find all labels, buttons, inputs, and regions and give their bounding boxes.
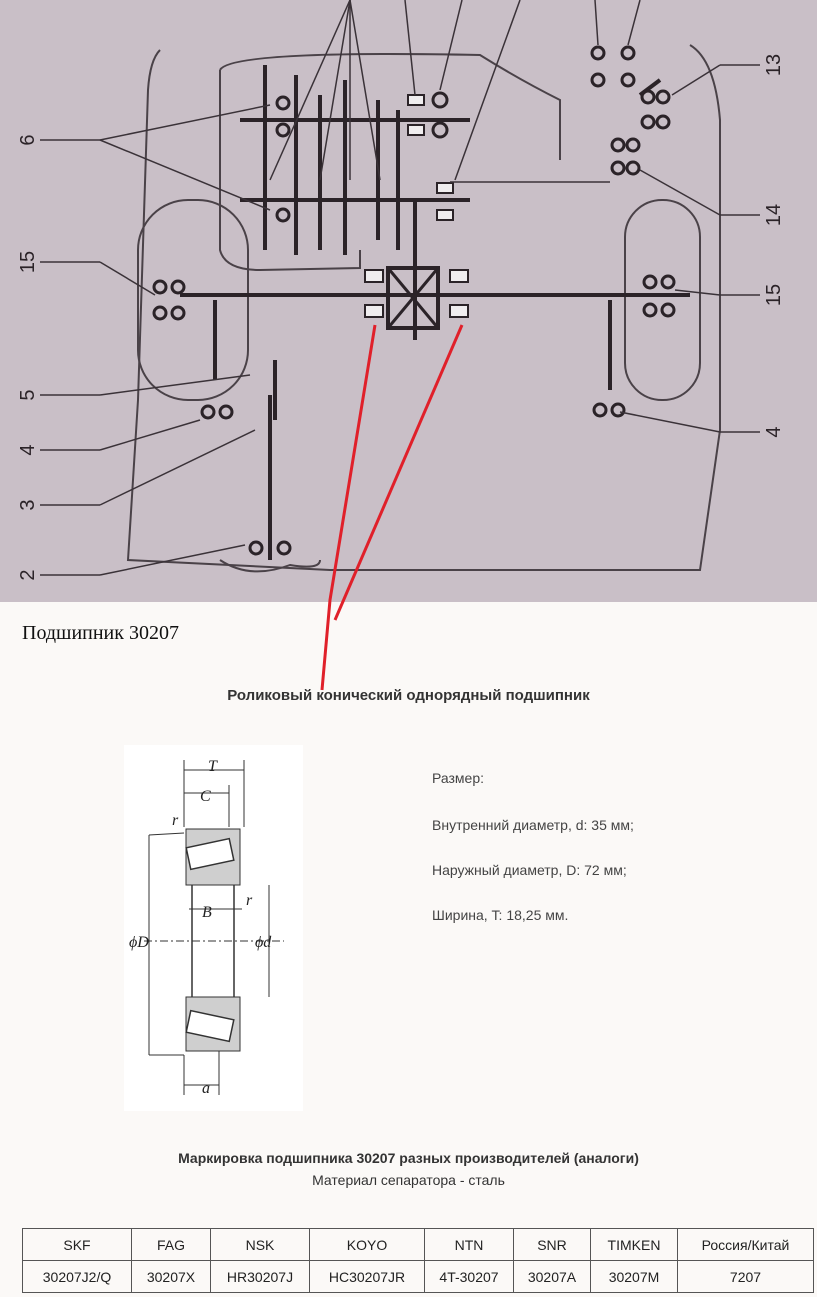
- analog-table: [22, 1228, 814, 1293]
- scheme-label-3: 3: [17, 499, 39, 511]
- scheme-label-14: 14: [763, 203, 785, 227]
- label-a: a: [202, 1080, 210, 1097]
- value-snr: 30207A: [514, 1261, 591, 1293]
- table-header-row: [23, 1229, 814, 1261]
- analog-table-subtitle: Материал сепаратора - сталь: [312, 1172, 505, 1188]
- header-ntn: NTN: [425, 1229, 514, 1261]
- value-fag: 30207X: [132, 1261, 211, 1293]
- spec-outer-diameter: Наружный диаметр, D: 72 мм;: [432, 862, 627, 878]
- label-r-mid: r: [246, 892, 253, 909]
- value-koyo: HC30207JR: [310, 1261, 425, 1293]
- header-fag: FAG: [132, 1229, 211, 1261]
- label-r-top: r: [172, 812, 179, 829]
- header-skf: SKF: [23, 1229, 132, 1261]
- label-B: B: [202, 904, 212, 921]
- value-skf: 30207J2/Q: [23, 1261, 132, 1293]
- label-phi-D: ϕD: [129, 934, 149, 951]
- scheme-label-13: 13: [763, 53, 785, 77]
- value-ntn: 4T-30207: [425, 1261, 514, 1293]
- analog-table-title: Маркировка подшипника 30207 разных производителей (аналоги): [178, 1150, 639, 1166]
- spec-width: Ширина, T: 18,25 мм.: [432, 907, 569, 923]
- spec-heading: Размер:: [432, 770, 485, 786]
- scheme-label-15-left: 15: [17, 250, 39, 274]
- header-russia-china: Россия/Китай: [678, 1229, 814, 1261]
- page-title: Подшипник 30207: [22, 622, 179, 644]
- red-pointer-right: [335, 325, 462, 620]
- label-phi-d: ϕd: [255, 934, 272, 951]
- bearing-type-subtitle: Роликовый конический однорядный подшипник: [227, 687, 590, 704]
- header-koyo: KOYO: [310, 1229, 425, 1261]
- header-nsk: NSK: [211, 1229, 310, 1261]
- scheme-label-4-left: 4: [17, 444, 39, 456]
- scheme-label-4-right: 4: [763, 426, 785, 438]
- table-row: [23, 1261, 814, 1293]
- value-nsk: HR30207J: [211, 1261, 310, 1293]
- scheme-label-2: 2: [17, 569, 39, 581]
- label-T: T: [208, 758, 217, 775]
- header-timken: TIMKEN: [591, 1229, 678, 1261]
- red-pointer-left: [322, 325, 375, 690]
- spec-inner-diameter: Внутренний диаметр, d: 35 мм;: [432, 817, 634, 833]
- header-snr: SNR: [514, 1229, 591, 1261]
- bearing-section-drawing: [124, 745, 303, 1111]
- scheme-label-5: 5: [17, 389, 39, 401]
- scheme-label-6: 6: [17, 134, 39, 146]
- label-C: C: [200, 788, 211, 805]
- scheme-label-15-right: 15: [763, 283, 785, 307]
- value-russia-china: 7207: [678, 1261, 814, 1293]
- value-timken: 30207M: [591, 1261, 678, 1293]
